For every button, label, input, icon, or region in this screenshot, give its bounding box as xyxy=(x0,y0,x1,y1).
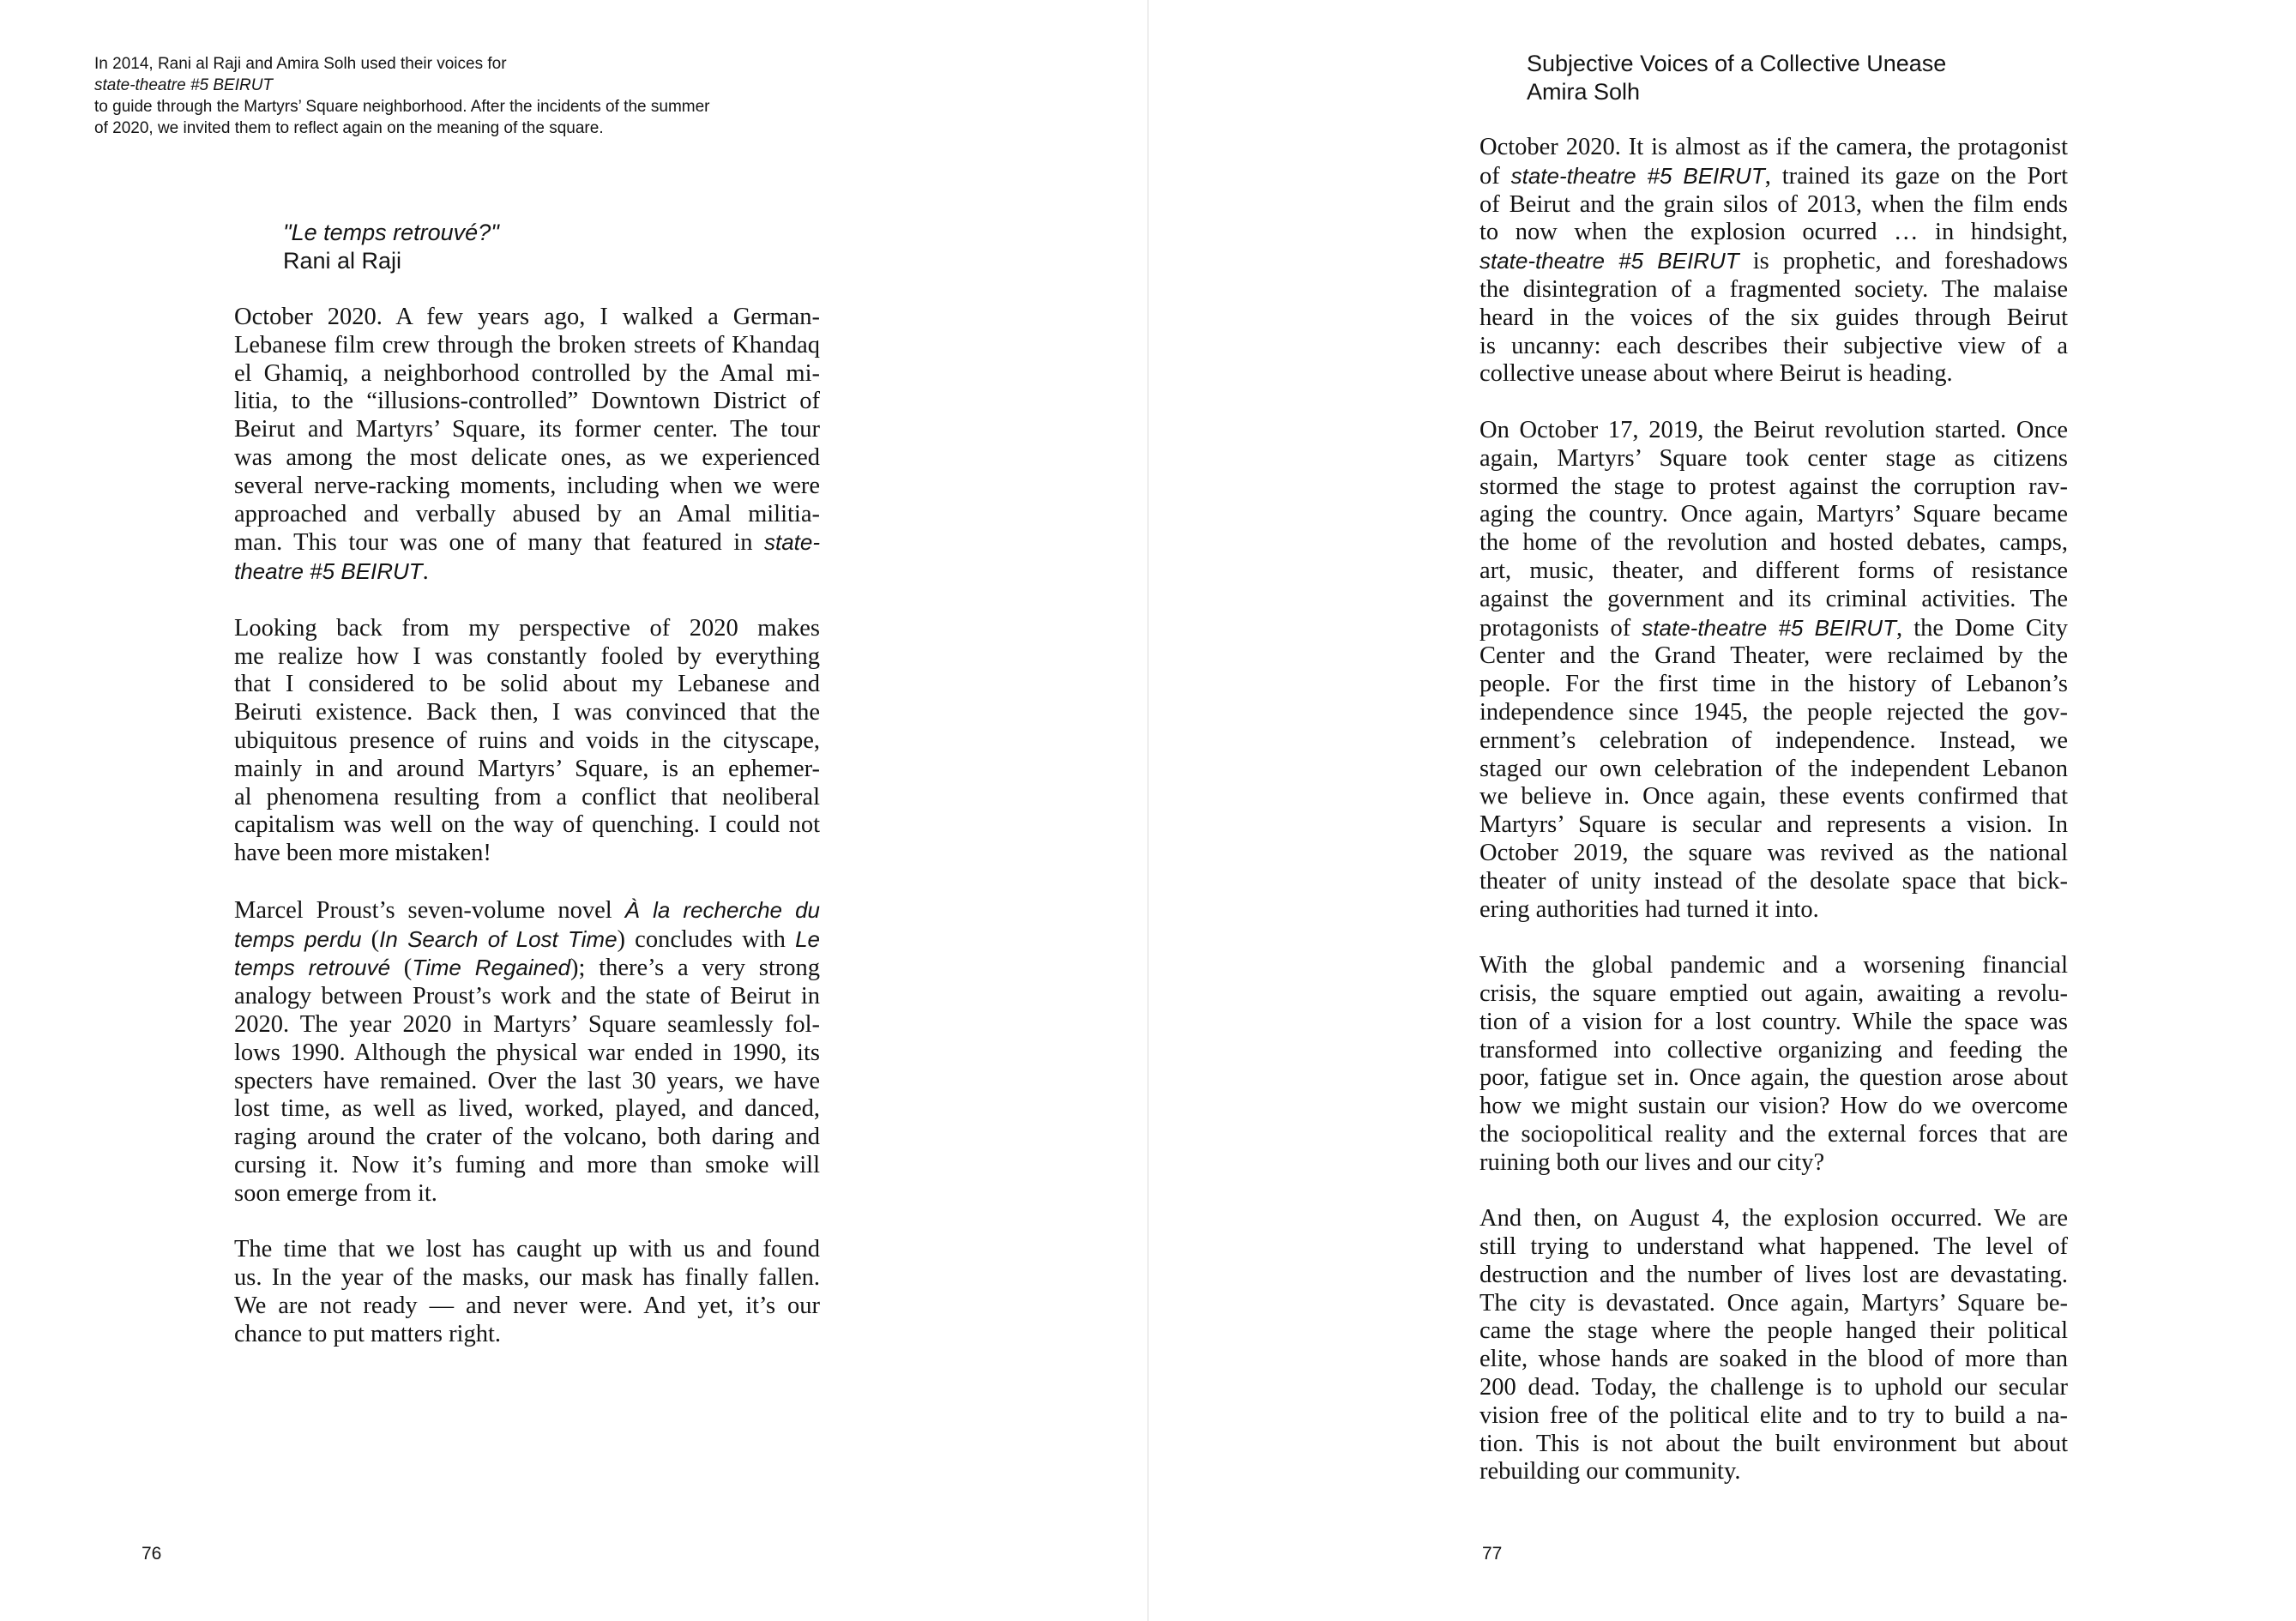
text-line: again, Martyrs’ Square took center stage as citizens xyxy=(1479,444,2068,472)
text-line: Beirut and Martyrs’ Square, its former center. The tour xyxy=(234,416,820,443)
text-line: how we might sustain our vision? How do we overcome xyxy=(1479,1093,2068,1120)
text-line: chance to put matters right. xyxy=(234,1320,502,1347)
text-line: stormed the stage to protest against the corruption rav- xyxy=(1479,473,2068,500)
text-line: ernment’s celebration of independence. Instead, we xyxy=(1479,726,2068,754)
text-line: Looking back from my perspective of 2020 makes xyxy=(234,614,820,642)
text-line: ubiquitous presence of ruins and voids in the cityscape, xyxy=(234,726,820,754)
text-line: cursing it. Now it’s fuming and more than smoke will xyxy=(234,1151,820,1178)
text-line: 200 dead. Today, the challenge is to uphold our secular xyxy=(1479,1374,2068,1401)
body-paragraph xyxy=(234,304,820,587)
text-line: is uncanny: each describes their subjective view of a xyxy=(1479,332,2068,359)
page-number: 77 xyxy=(1482,1544,1503,1564)
text-line: Center and the Grand Theater, were reclaimed by the xyxy=(1479,642,2068,670)
body-paragraph xyxy=(234,896,820,1208)
body-paragraph xyxy=(1479,1205,2068,1486)
text-line: specters have remained. Over the last 30 years, we have xyxy=(234,1067,820,1094)
text-line: the home of the revolution and hosted debates, camps, xyxy=(1479,529,2068,557)
text-line: staged our own celebration of the independent Lebanon xyxy=(1479,755,2068,782)
text-line: art, music, theater, and different forms of resistance xyxy=(1479,557,2068,584)
text-line: the disintegration of a fragmented society. The malaise xyxy=(1479,275,2068,303)
text-line: aging the country. Once again, Martyrs’ Square became xyxy=(1479,501,2068,528)
body-paragraph xyxy=(1479,134,2068,389)
text-line: heard in the voices of the six guides through Beirut xyxy=(1479,304,2068,331)
text-line: us. In the year of the masks, our mask has finally fallen. xyxy=(234,1264,820,1292)
text-line: With the global pandemic and a worsening financial xyxy=(1479,952,2068,979)
text-line: 2020. The year 2020 in Martyrs’ Square seamlessly fol- xyxy=(234,1010,820,1038)
text-line: collective unease about where Beirut is heading. xyxy=(1479,360,1953,388)
right-page xyxy=(1148,0,2296,1621)
text-line: al phenomena resulting from a conflict that neoliberal xyxy=(234,783,820,810)
text-line: el Ghamiq, a neighborhood controlled by the Amal mi- xyxy=(234,359,820,387)
text-line: poor, fatigue set in. Once again, the question arose about xyxy=(1479,1064,2068,1092)
text-line: We are not ready — and never were. And yet, it’s our xyxy=(234,1292,820,1319)
text-line: Martyrs’ Square is secular and represents a vision. In xyxy=(1479,811,2068,839)
text-line: have been more mistaken! xyxy=(234,840,491,867)
intro-line: to guide through the Martyrs’ Square neighborhood. After the incidents of the summer xyxy=(94,98,710,116)
text-line: temps perdu (In Search of Lost Time) concludes with Le xyxy=(234,925,820,953)
body-paragraph xyxy=(234,1236,820,1348)
text-line: protagonists of state-theatre #5 BEIRUT, the Dome City xyxy=(1479,614,2068,642)
text-line: capitalism was well on the way of quenching. I could not xyxy=(234,811,820,839)
intro-note xyxy=(94,53,806,139)
intro-line: In 2014, Rani al Raji and Amira Solh used their voices for state-theatre #5 BEIRUT xyxy=(94,55,507,94)
text-line: mainly in and around Martyrs’ Square, is an ephemer- xyxy=(234,755,820,782)
text-line: came the stage where the people hanged their political xyxy=(1479,1317,2068,1345)
intro-line: of 2020, we invited them to reflect again on the meaning of the square. xyxy=(94,119,604,137)
text-line: to now when the explosion ocurred … in hindsight, xyxy=(1479,219,2068,246)
body-paragraph xyxy=(234,615,820,868)
text-line: that I considered to be solid about my Lebanese and xyxy=(234,671,820,698)
text-line: against the government and its criminal activities. The xyxy=(1479,585,2068,612)
text-line: The time that we lost has caught up with us and found xyxy=(234,1236,820,1263)
text-line: Marcel Proust’s seven-volume novel À la recherche du xyxy=(234,896,820,924)
essay-body xyxy=(234,304,820,1377)
essay-author: Amira Solh xyxy=(1527,79,1641,105)
text-line: people. For the first time in the history of Lebanon’s xyxy=(1479,671,2068,698)
text-line: transformed into collective organizing and feeding the xyxy=(1479,1036,2068,1064)
text-line: Beiruti existence. Back then, I was convinced that the xyxy=(234,699,820,726)
text-line: we believe in. Once again, these events confirmed that xyxy=(1479,783,2068,810)
essay-heading xyxy=(283,219,499,275)
text-line: lows 1990. Although the physical war ended in 1990, its xyxy=(234,1039,820,1066)
text-line: lost time, as well as lived, worked, played, and danced, xyxy=(234,1095,820,1123)
text-line: several nerve-racking moments, including when we were xyxy=(234,472,820,499)
text-line: independence since 1945, the people rejected the gov- xyxy=(1479,698,2068,726)
text-line: The city is devastated. Once again, Martyrs’ Square be- xyxy=(1479,1289,2068,1317)
text-line: October 2020. It is almost as if the camera, the protagonist xyxy=(1479,134,2068,160)
text-line: state-theatre #5 BEIRUT is prophetic, and foreshadows xyxy=(1479,248,2068,275)
text-line: ruining both our lives and our city? xyxy=(1479,1148,1825,1176)
text-line: tion. This is not about the built environment but about xyxy=(1479,1430,2068,1457)
text-line: litia, to the “illusions-controlled” Downtown District of xyxy=(234,388,820,415)
text-line: of Beirut and the grain silos of 2013, when the film ends xyxy=(1479,190,2068,218)
text-line: vision free of the political elite and to try to build a na- xyxy=(1479,1401,2068,1429)
text-line: raging around the crater of the volcano, both daring and xyxy=(234,1124,820,1151)
text-line: approached and verbally abused by an Amal militia- xyxy=(234,500,820,527)
text-line: theater of unity instead of the desolate space that bick- xyxy=(1479,867,2068,895)
text-line: me realize how I was constantly fooled by everything xyxy=(234,642,820,670)
text-line: rebuilding our community. xyxy=(1479,1458,1741,1485)
text-line: man. This tour was one of many that featured in state- xyxy=(234,529,820,557)
body-paragraph xyxy=(1479,417,2068,924)
text-line: And then, on August 4, the explosion occurred. We are xyxy=(1479,1205,2068,1232)
essay-body xyxy=(1479,134,2068,1515)
essay-title: Subjective Voices of a Collective Unease xyxy=(1527,51,1947,76)
essay-heading xyxy=(1527,50,1946,106)
text-line: elite, whose hands are soaked in the blood of more than xyxy=(1479,1346,2068,1373)
text-line: of state-theatre #5 BEIRUT, trained its gaze on the Port xyxy=(1479,162,2068,190)
text-line: soon emerge from it. xyxy=(234,1179,437,1207)
text-line: the sociopolitical reality and the external forces that are xyxy=(1479,1120,2068,1148)
text-line: ering authorities had turned it into. xyxy=(1479,895,1819,923)
text-line: October 2020. A few years ago, I walked a German- xyxy=(234,304,820,330)
text-line: destruction and the number of lives lost are devastating. xyxy=(1479,1261,2068,1288)
essay-author: Rani al Raji xyxy=(283,248,402,274)
text-line: Lebanese film crew through the broken streets of Khandaq xyxy=(234,331,820,359)
text-line: analogy between Proust’s work and the state of Beirut in xyxy=(234,983,820,1010)
text-line: theatre #5 BEIRUT. xyxy=(234,558,429,586)
body-paragraph xyxy=(1479,952,2068,1177)
text-line: was among the most delicate ones, as we experienced xyxy=(234,443,820,471)
essay-title: "Le temps retrouvé?" xyxy=(283,220,499,245)
text-line: tion of a vision for a lost country. While the space was xyxy=(1479,1008,2068,1035)
page-number: 76 xyxy=(142,1544,162,1564)
text-line: temps retrouvé (Time Regained); there’s a very strong xyxy=(234,955,821,982)
text-line: crisis, the square emptied out again, awaiting a revolu- xyxy=(1479,979,2068,1007)
text-line: still trying to understand what happened. The level of xyxy=(1479,1233,2068,1261)
text-line: On October 17, 2019, the Beirut revolution started. Once xyxy=(1479,416,2068,443)
text-line: October 2019, the square was revived as the national xyxy=(1479,839,2068,866)
